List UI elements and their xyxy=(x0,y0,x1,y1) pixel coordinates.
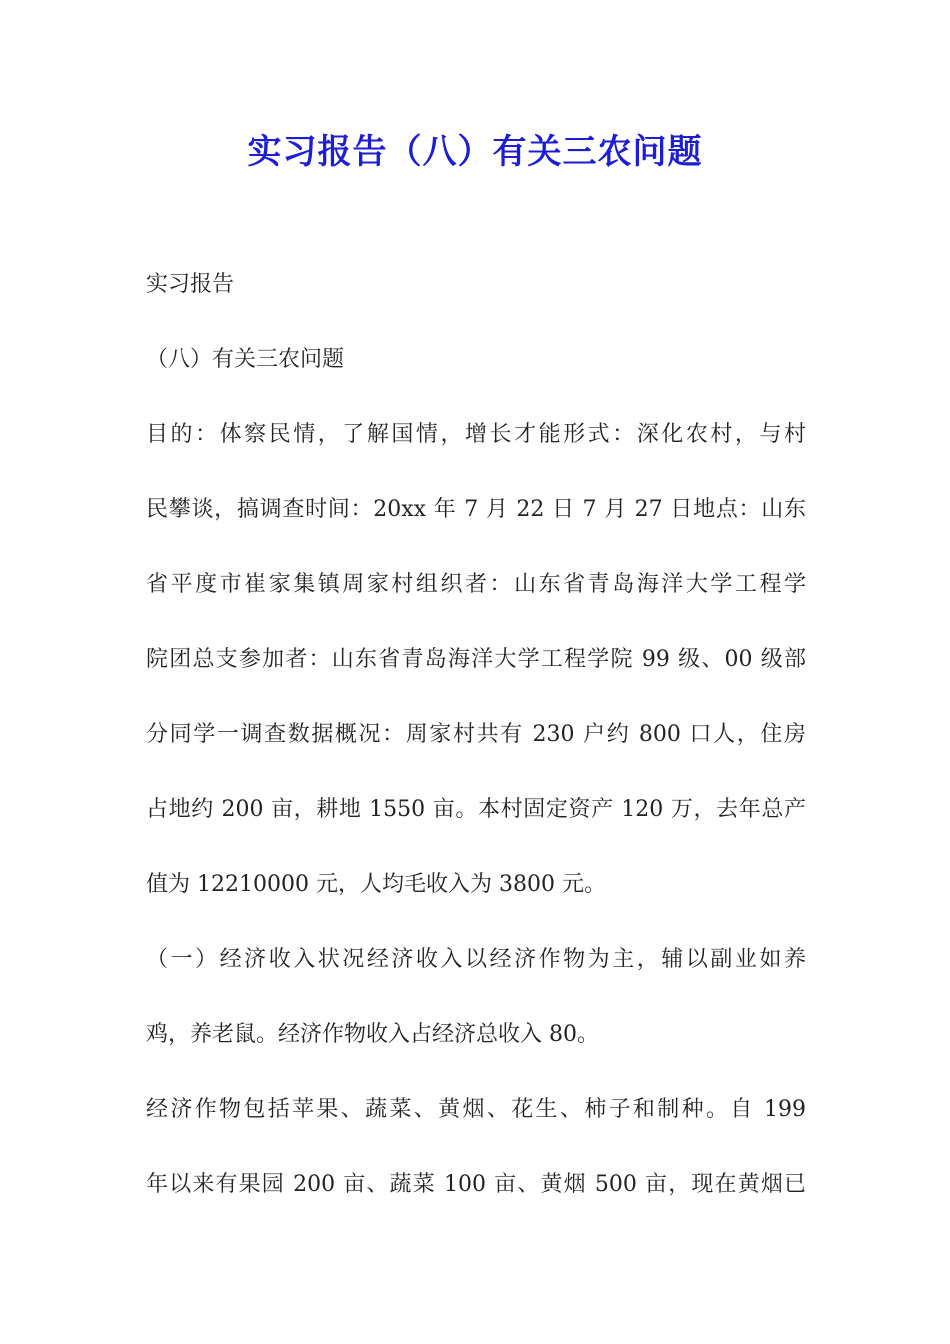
paragraph-line: 鸡，养老鼠。经济作物收入占经济总收入 80。 xyxy=(146,1022,599,1047)
document-body xyxy=(146,260,806,1235)
paragraph-line: （一）经济收入状况经济收入以经济作物为主，辅以副业如养 xyxy=(146,947,806,972)
paragraph-line: 分同学一调查数据概况：周家村共有 230 户约 800 口人，住房 xyxy=(146,722,806,747)
paragraph-line: 年以来有果园 200 亩、蔬菜 100 亩、黄烟 500 亩，现在黄烟已 xyxy=(146,1172,806,1197)
paragraph-line: 民攀谈，搞调查时间：20xx 年 7 月 22 日 7 月 27 日地点：山东 xyxy=(146,497,806,522)
paragraph-line: 占地约 200 亩，耕地 1550 亩。本村固定资产 120 万，去年总产 xyxy=(146,797,806,822)
paragraph-line: 省平度市崔家集镇周家村组织者：山东省青岛海洋大学工程学 xyxy=(146,572,806,597)
document-title: 实习报告（八）有关三农问题 xyxy=(247,132,703,172)
paragraph-line: 经济作物包括苹果、蔬菜、黄烟、花生、柿子和制种。自 199 xyxy=(146,1097,806,1122)
heading-subtitle: （八）有关三农问题 xyxy=(146,347,345,372)
paragraph-line: 院团总支参加者：山东省青岛海洋大学工程学院 99 级、00 级部 xyxy=(146,647,806,672)
heading-report: 实习报告 xyxy=(146,272,235,297)
paragraph-line: 值为 12210000 元，人均毛收入为 3800 元。 xyxy=(146,872,606,897)
paragraph-line: 目的：体察民情，了解国情，增长才能形式：深化农村，与村 xyxy=(146,422,806,447)
